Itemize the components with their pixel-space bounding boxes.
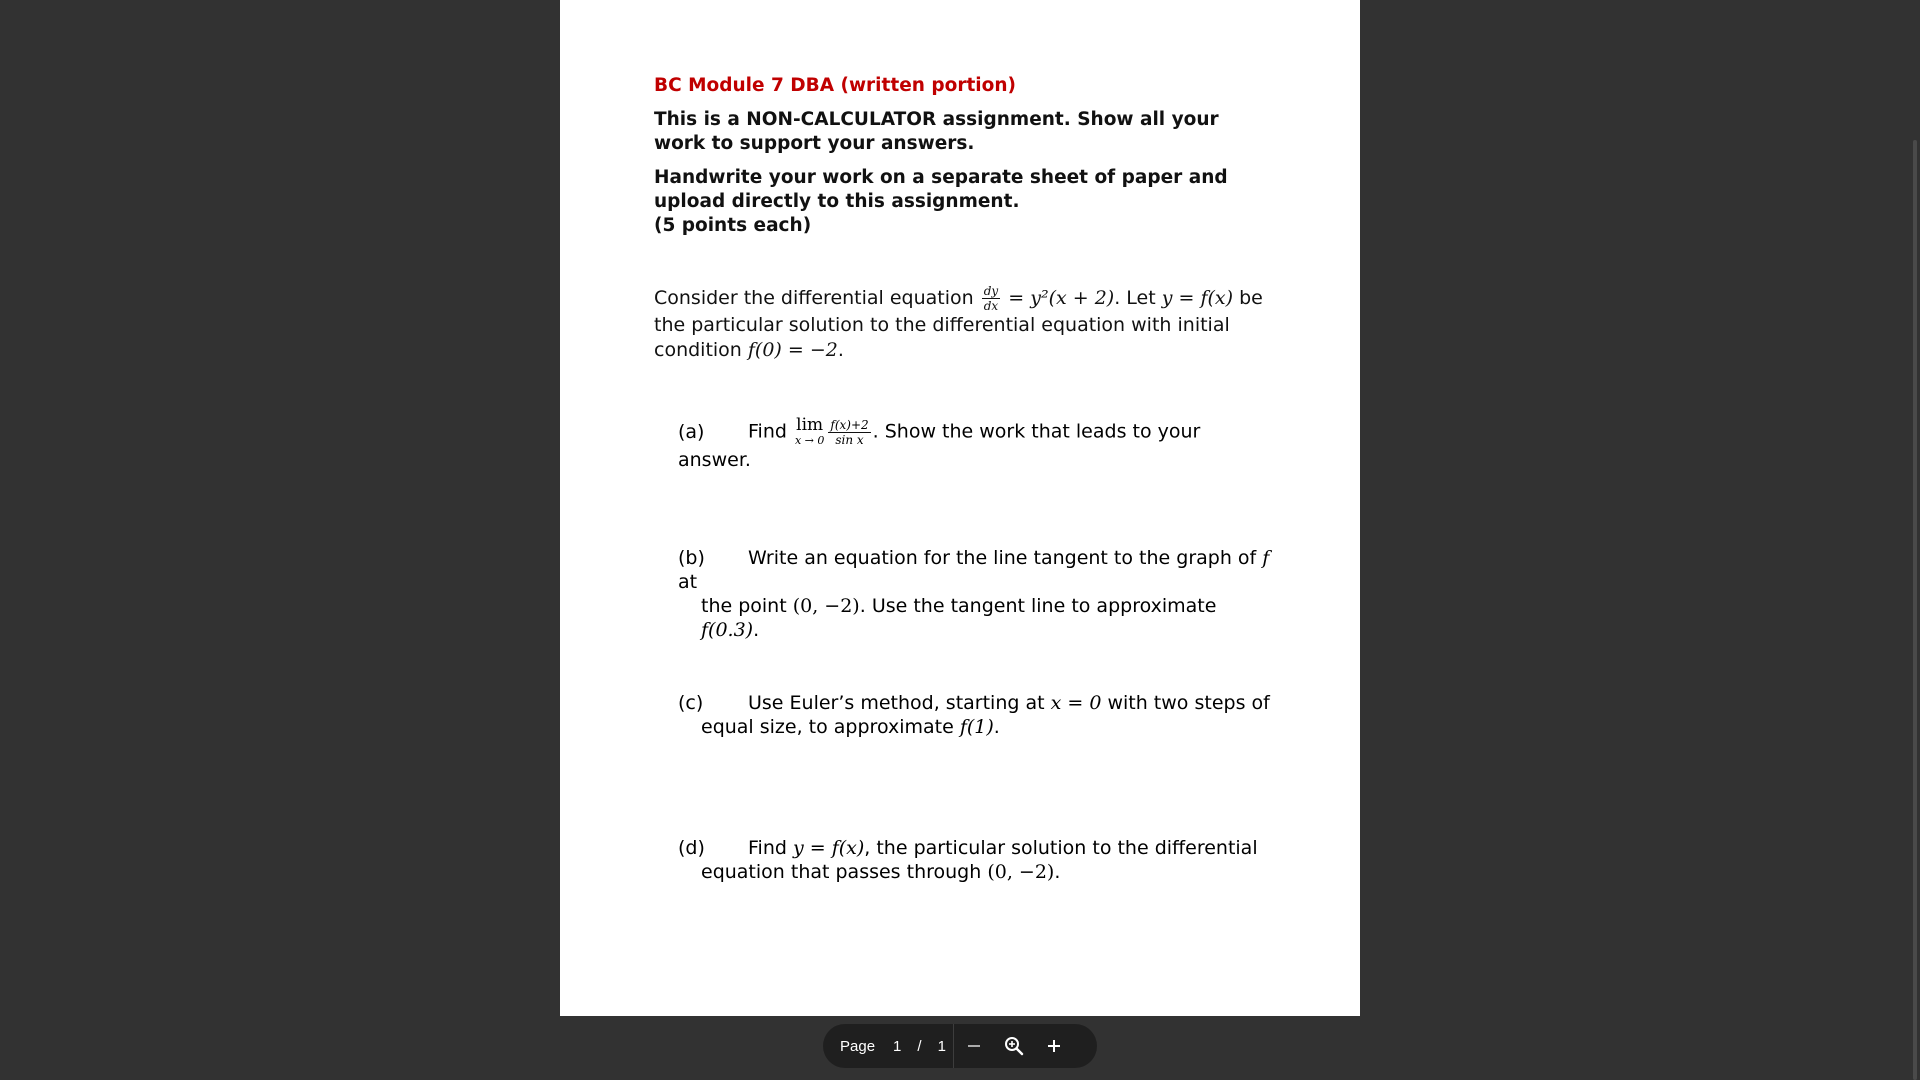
part-text: with two steps of [1101, 692, 1270, 714]
zoom-in-icon [1046, 1038, 1062, 1054]
part-text: equation that passes through [701, 861, 988, 883]
part-d [678, 836, 1274, 884]
part-text: . [753, 619, 760, 641]
calculator-instruction: This is a NON-CALCULATOR assignment. Show all your work to support your answers. [654, 109, 1219, 154]
part-text: the point [701, 595, 793, 617]
part-text: , the particular solution to the differential [864, 837, 1258, 859]
part-text: Write an equation for the line tangent to the graph of [748, 547, 1263, 569]
zoom-out-icon [966, 1038, 982, 1054]
points-note: (5 points each) [654, 215, 812, 236]
intro-text: . Let [1114, 287, 1162, 309]
zoom-out-button[interactable] [954, 1024, 994, 1068]
current-page-input[interactable]: 1 [893, 1037, 902, 1055]
fraction-numerator: dy [983, 284, 999, 298]
part-continuation [678, 594, 1274, 642]
limit-fraction [828, 418, 870, 447]
part-continuation [678, 715, 1274, 739]
math-expression: f(0.3) [701, 619, 754, 641]
math-expression: f(1) [959, 716, 994, 738]
zoom-in-button[interactable] [1034, 1024, 1074, 1068]
math-expression: (0, −2) [987, 861, 1055, 883]
part-label: (d) [678, 837, 705, 859]
part-text: equal size, to approximate [701, 716, 960, 738]
fraction-numerator: f(x)+2 [830, 417, 869, 432]
part-continuation [678, 860, 1274, 884]
part-c [678, 691, 1274, 739]
part-label: (c) [678, 692, 704, 714]
zoom-icon [1004, 1036, 1024, 1056]
initial-condition: f(0) = −2 [747, 339, 838, 361]
intro-text: Consider the differential equation [654, 287, 980, 309]
math-expression: (0, −2) [792, 595, 860, 617]
limit-word: lim [796, 415, 824, 435]
math-expression: y = f(x) [792, 837, 865, 859]
dy-dx-fraction [982, 284, 1000, 313]
part-text: . [1054, 861, 1061, 883]
zoom-button[interactable] [994, 1024, 1034, 1068]
page-indicator [823, 1024, 953, 1068]
math-expression: f [1262, 547, 1270, 569]
page-separator: / [917, 1037, 922, 1055]
part-text: . Use the tangent line to approximate [859, 595, 1217, 617]
page-content [654, 74, 1274, 363]
pdf-toolbar [823, 1024, 1097, 1068]
fraction-denominator: sin x [835, 432, 864, 447]
differential-equation: = y²(x + 2) [1002, 287, 1115, 309]
solution-function: y = f(x) [1161, 287, 1234, 309]
part-text: Find [748, 420, 793, 443]
part-text: . Show the work that leads to your answer. [678, 420, 1201, 471]
limit-expression [795, 416, 824, 448]
part-text: Use Euler’s method, starting at [748, 692, 1051, 714]
part-b [678, 546, 1274, 642]
limit-subscript: x → 0 [794, 434, 825, 447]
upload-instruction-text: Handwrite your work on a separate sheet of paper and upload directly to this assignment. [654, 167, 1228, 212]
part-text: Find [748, 837, 793, 859]
problem-intro [654, 284, 1274, 363]
pdf-page [560, 0, 1360, 1016]
document-title: BC Module 7 DBA (written portion) [654, 75, 1016, 96]
part-text: at [678, 571, 698, 593]
intro-text: be the particular solution to the differential equation with initial condition [654, 287, 1263, 361]
fraction-denominator: dx [983, 299, 999, 313]
scrollbar[interactable] [1913, 140, 1917, 1080]
part-text: . [993, 716, 1000, 738]
part-label: (a) [678, 420, 705, 443]
upload-instruction [654, 166, 1274, 238]
intro-text: . [837, 339, 844, 361]
total-pages: 1 [937, 1037, 946, 1055]
part-a [678, 416, 1274, 472]
page-label: Page [840, 1037, 876, 1055]
math-expression: x = 0 [1050, 692, 1102, 714]
part-label: (b) [678, 547, 705, 569]
